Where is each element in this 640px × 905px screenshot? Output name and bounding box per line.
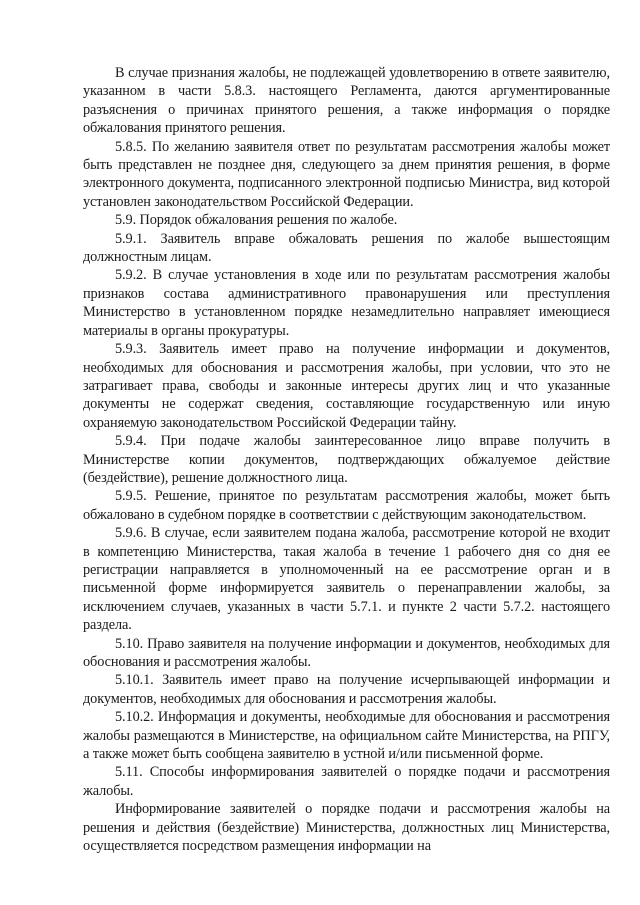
- paragraph-5-10-2: 5.10.2. Информация и документы, необходимые для обоснования и рассмотрения жалобы размещаются в Министерстве, на официальном сайте Министерства, на РПГУ, а также может быть сообщена заявителю в устной и/или письменной форме.: [83, 709, 610, 763]
- paragraph-informing-applicants: Информирование заявителей о порядке подачи и рассмотрения жалобы на решения и действия (бездействие) Министерства, должностных лиц Министерства, осуществляется посредством размещения информации на: [83, 801, 610, 855]
- paragraph-rejection-explanation: В случае признания жалобы, не подлежащей удовлетворению в ответе заявителю, указанном в части 5.8.3. настоящего Регламента, даются аргументированные разъяснения о причинах принятого решения, а также информация о порядке обжалования принятого решения.: [83, 65, 610, 137]
- paragraph-5-9-5: 5.9.5. Решение, принятое по результатам рассмотрения жалобы, может быть обжаловано в судебном порядке в соответствии с действующим законодательством.: [83, 488, 610, 523]
- paragraph-5-9-3: 5.9.3. Заявитель имеет право на получение информации и документов, необходимых для обоснования и рассмотрения жалобы, при условии, что это не затрагивает права, свободы и законные интересы других лиц и что указанные документы не содержат сведения, составляющие государственную или иную охраняемую законодательством Российской Федерации тайну.: [83, 341, 610, 431]
- paragraph-5-10-1: 5.10.1. Заявитель имеет право на получение исчерпывающей информации и документов, необходимых для обоснования и рассмотрения жалобы.: [83, 672, 610, 707]
- paragraph-5-9: 5.9. Порядок обжалования решения по жалобе.: [115, 212, 398, 229]
- paragraph-5-9-4: 5.9.4. При подаче жалобы заинтересованное лицо вправе получить в Министерстве копии документов, подтверждающих обжалуемое действие (бездействие), решение должностного лица.: [83, 433, 610, 486]
- paragraph-5-11: 5.11. Способы информирования заявителей о порядке подачи и рассмотрения жалобы.: [83, 764, 610, 799]
- paragraph-5-10: 5.10. Право заявителя на получение информации и документов, необходимых для обоснования и рассмотрения жалобы.: [83, 635, 610, 670]
- paragraph-5-9-1: 5.9.1. Заявитель вправе обжаловать решения по жалобе вышестоящим должностным лицам.: [83, 230, 610, 266]
- paragraph-5-9-2: 5.9.2. В случае установления в ходе или по результатам рассмотрения жалобы признаков состава административного правонарушения или преступления Министерство в установленном порядке незамедлительно направляет имеющиеся материалы в органы прокуратуры.: [83, 267, 610, 339]
- paragraph-5-8-5: 5.8.5. По желанию заявителя ответ по результатам рассмотрения жалобы может быть представлен не позднее дня, следующего за днем принятия решения, в форме электронного документа, подписанного электронной подписью Министра, вид которой установлен законодательством Российской Федерации.: [83, 138, 610, 210]
- paragraph-5-9-6: 5.9.6. В случае, если заявителем подана жалоба, рассмотрение которой не входит в компетенцию Министерства, такая жалоба в течение 1 рабочего дня со дня ее регистрации направляется в уполномоченный на ее рассмотрение орган и в письменной форме информируется заявитель о перенаправлении жалобы, за исключением случаев, указанных в части 5.7.1. и пункте 2 части 5.7.2. настоящего раздела.: [83, 525, 610, 634]
